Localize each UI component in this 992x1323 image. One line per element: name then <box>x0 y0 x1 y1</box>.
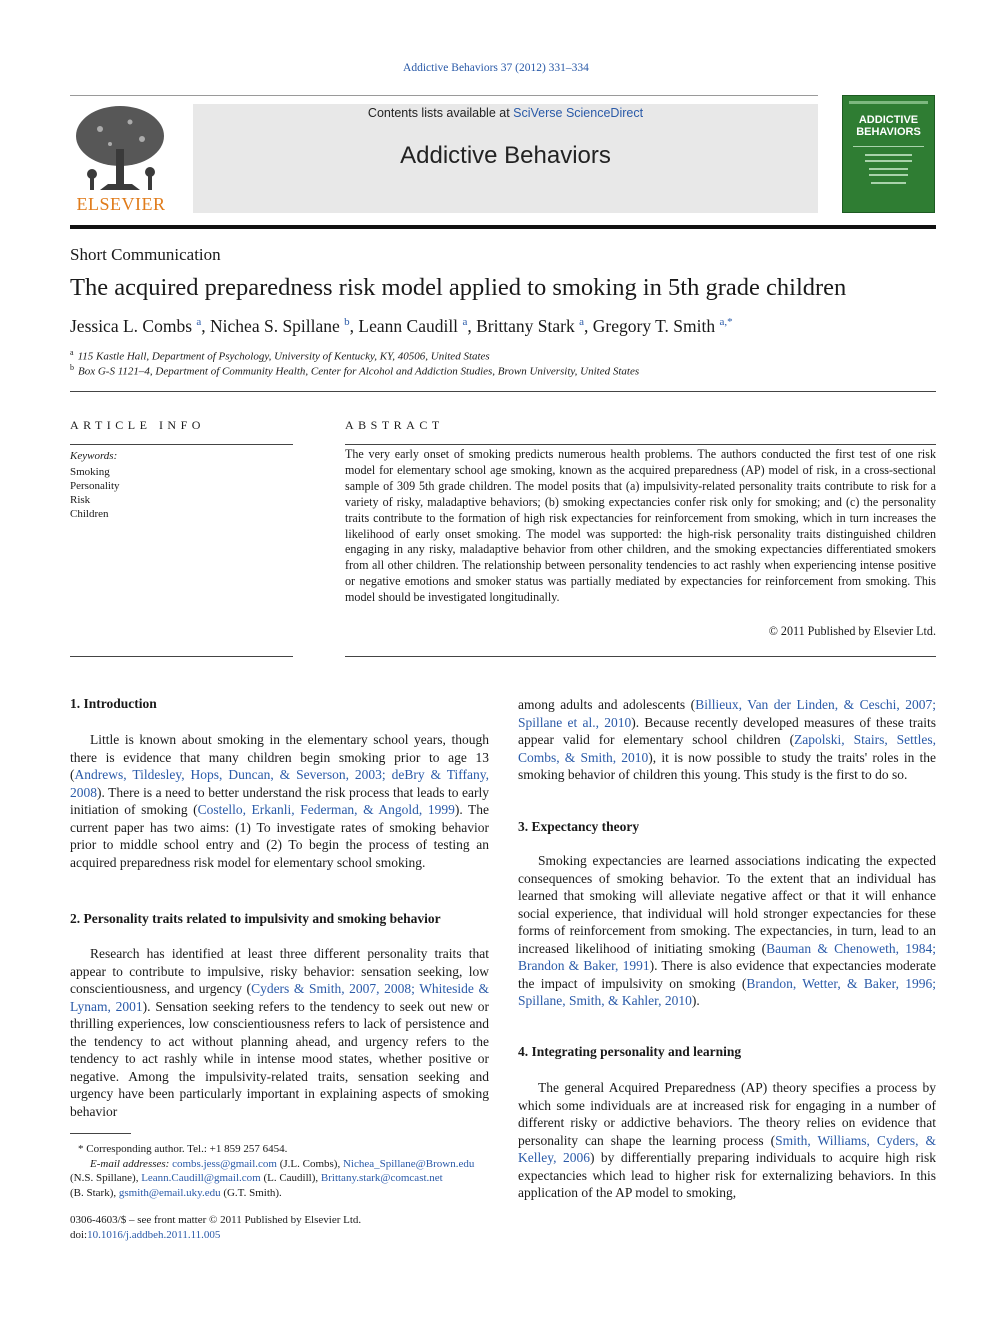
divider <box>345 444 936 445</box>
divider <box>70 656 293 657</box>
section-heading: 1. Introduction <box>70 696 157 711</box>
elsevier-logo <box>70 104 172 216</box>
journal-cover-thumbnail[interactable] <box>842 95 935 213</box>
keywords-label: Keywords: <box>70 450 118 462</box>
paragraph: Smoking expectancies are learned associations indicating the expected consequences of smoking behavior. To the extent that an individual has learned that smoking will alleviate negative affect or that it will enhance social experience, that individual will hold stronger expectancies for these forms of reinforcement from smoking. The expectancies, in turn, lead to an increased likelihood of initiating smoking (Bauman & Chenoweth, 1984; Brandon & Baker, 1991). There is also evidence that expectancies moderate the impact of impulsivity on smoking (Brandon, Wetter, & Baker, 1996; Spillane, Smith, & Kahler, 2010). <box>518 853 937 1008</box>
contents-line: Contents lists available at SciVerse ScienceDirect <box>367 106 644 120</box>
citation-link[interactable]: Bauman & Chenoweth, 1984; Brandon & Baker, 1991 <box>518 940 936 973</box>
divider <box>345 656 936 657</box>
sciencedirect-link[interactable]: SciVerse ScienceDirect <box>513 106 644 120</box>
author-name[interactable]: Jessica L. Combs <box>70 316 193 336</box>
paragraph: The general Acquired Preparedness (AP) theory specifies a process by which some individuals are at increased risk for engaging in a number of different risky or addictive behaviors. The theory relies on evidence that personality can shape the learning process (Smith, Williams, Cyders, & Kelley, 2006) by differentially preparing individuals to acquire high risk expectancies which lead to higher risk for externalizing behaviors. In this application of the AP model to smoking, <box>518 1080 937 1200</box>
citation-link[interactable]: Andrews, Tildesley, Hops, Duncan, & Severson, 2003; deBry & Tiffany, 2008 <box>70 767 489 800</box>
affiliation: $^b$ Box G-S 1121–4, Department of Community Health, Center for Alcohol and Addiction Studies, Brown University, United States <box>70 363 640 378</box>
author-affiliation-mark[interactable]: a <box>196 316 202 329</box>
article-info-heading: ARTICLE INFO <box>70 418 205 432</box>
citation-link[interactable]: Costello, Erkanli, Federman, & Angold, 1999 <box>197 802 455 817</box>
author-name[interactable]: Gregory T. Smith <box>592 316 716 336</box>
issn-line: 0306-4603/$ – see front matter © 2011 Published by Elsevier Ltd. <box>70 1214 362 1226</box>
author-name[interactable]: Nichea S. Spillane <box>210 316 340 336</box>
email-link[interactable]: Nichea_Spillane@Brown.edu <box>342 1157 475 1170</box>
doi-line: doi:10.1016/j.addbeh.2011.11.005 <box>70 1229 221 1241</box>
affiliation: $^a$ 115 Kastle Hall, Department of Psychology, University of Kentucky, KY, 40506, United States <box>70 348 490 363</box>
paragraph: Little is known about smoking in the elementary school years, though there is evidence that many children begin smoking prior to age 13 (Andrews, Tildesley, Hops, Duncan, & Severson, 2003; deBry & Tiffany, 2008). There is a need to better understand the risk process that leads to early initiation of smoking (Costello, Erkanli, Federman, & Angold, 1999). The current paper has two aims: (1) To investigate rates of smoking behavior prior to middle school entry and (2) To begin the process of testing an acquired preparedness risk model for elementary school smoking. <box>70 732 489 870</box>
elsevier-wordmark: ELSEVIER <box>76 194 166 214</box>
divider <box>70 444 293 445</box>
abstract-text: The very early onset of smoking predicts numerous health problems. The authors conducted the first test of one risk model for elementary school age smoking, known as the acquired preparedness (AP) model of risk, in a cross-sectional sample of 309 5th grade children. The model posits that (a) impulsivity-related personality traits contribute to risk for a variety of risky, maladaptive behaviors; (b) smoking expectancies confer risk only for smoking; and (c) the personality traits contribute to the formation of high risk expectancies for reinforcement from smoking, which in turn increases the likelihood of early onset smoking. The model was supported: the high-risk personality traits distinguished children engaging in any risky, maladaptive behavior from other children, and the smoking expectancies differentiated smokers from all other children. The relationship between personality tendencies to act rashly when experiencing intense positive or negative emotions and smoker status was partially mediated by expectancies for reinforcement from smoking. This model should be investigated longitudinally. <box>345 447 936 605</box>
cover-title-1: ADDICTIVE <box>858 114 919 126</box>
section-heading: 4. Integrating personality and learning <box>518 1044 742 1059</box>
keyword: Risk <box>70 494 91 506</box>
keyword: Smoking <box>70 466 110 478</box>
section-heading: 2. Personality traits related to impulsivity and smoking behavior <box>70 911 441 926</box>
author-affiliation-mark[interactable]: a <box>579 316 585 329</box>
divider <box>70 391 936 392</box>
email-link[interactable]: Brittany.stark@comcast.net <box>320 1172 443 1184</box>
article-type: Short Communication <box>70 245 221 264</box>
citation-link[interactable]: Zapolski, Stairs, Settles, Combs, & Smith, 2010 <box>518 732 936 765</box>
cover-title-2: BEHAVIORS <box>856 126 921 138</box>
email-link[interactable]: combs.jess@gmail.com <box>172 1157 277 1170</box>
paragraph: among adults and adolescents (Billieux, Van der Linden, & Ceschi, 2007; Spillane et al., 2010). Because recently developed measures of these traits appear valid for elementary school children (Zapolski, Stairs, Settles, Combs, & Smith, 2010), it is now possible to study the traits' roles in the smoking behavior of children this young. This study is the first to do so. <box>518 697 936 782</box>
article-title: The acquired preparedness risk model applied to smoking in 5th grade children <box>70 274 847 301</box>
journal-reference[interactable]: Addictive Behaviors 37 (2012) 331–334 <box>403 62 589 74</box>
header-divider <box>70 225 936 229</box>
keyword: Personality <box>70 480 120 492</box>
paragraph: Research has identified at least three different personality traits that appear to contribute to impulsive, risky behavior: sensation seeking, low conscientiousness, and urgency (Cyders & Smith, 2007, 2008; Whiteside & Lynam, 2001). Sensation seeking refers to the tendency to seek out new or thrilling experiences, low conscientiousness refers to lack of persistence and the tendency to act without planning ahead, and urgency refers to the tendency to act rashly while in intense mood states, whether positive or negative. Among the impulsivity-related traits, sensation seeking and urgency have been particularly important in explaining aspects of smoking behavior <box>70 946 489 1119</box>
citation-link[interactable]: Billieux, Van der Linden, & Ceschi, 2007; Spillane et al., 2010 <box>518 697 936 730</box>
email-link[interactable]: Leann.Caudill@gmail.com <box>141 1172 261 1184</box>
author-affiliation-mark[interactable]: a <box>462 316 468 329</box>
footnote-rule <box>70 1133 131 1134</box>
journal-title[interactable]: Addictive Behaviors <box>400 142 611 169</box>
header-rule <box>70 95 818 96</box>
corresponding-author-note: * Corresponding author. Tel.: +1 859 257 6454. E-mail addresses: combs.jess@gmail.com (J.L. Combs), Nichea_Spillane@Brown.edu (N.S. Spillane), Leann.Caudill@gmail.com (L. Caudill), Brittany.stark@comcast.net (B. Stark), gsmith@email.uky.edu (G.T. Smith). <box>70 1143 475 1199</box>
author-name[interactable]: Brittany Stark <box>476 316 575 336</box>
author-affiliation-mark[interactable]: b <box>344 316 350 329</box>
author-affiliation-mark[interactable]: a,* <box>719 316 733 329</box>
email-link[interactable]: gsmith@email.uky.edu <box>118 1186 221 1199</box>
author-list: Jessica L. Combs $^a$, Nichea S. Spillane $^b$, Leann Caudill $^a$, Brittany Stark $^a$, Gregory T. Smith $^{a,*}$ <box>70 316 733 336</box>
abstract-heading: ABSTRACT <box>345 418 444 432</box>
copyright: © 2011 Published by Elsevier Ltd. <box>768 624 936 638</box>
doi-link[interactable]: 10.1016/j.addbeh.2011.11.005 <box>87 1229 221 1241</box>
citation-link[interactable]: Cyders & Smith, 2007, 2008; Whiteside & Lynam, 2001 <box>70 981 489 1014</box>
keyword: Children <box>70 508 109 520</box>
section-heading: 3. Expectancy theory <box>518 819 640 834</box>
citation-link[interactable]: Smith, Williams, Cyders, & Kelley, 2006 <box>518 1132 936 1165</box>
author-name[interactable]: Leann Caudill <box>358 316 459 336</box>
citation-link[interactable]: Brandon, Wetter, & Baker, 1996; Spillane, Smith, & Kahler, 2010 <box>518 975 937 1008</box>
